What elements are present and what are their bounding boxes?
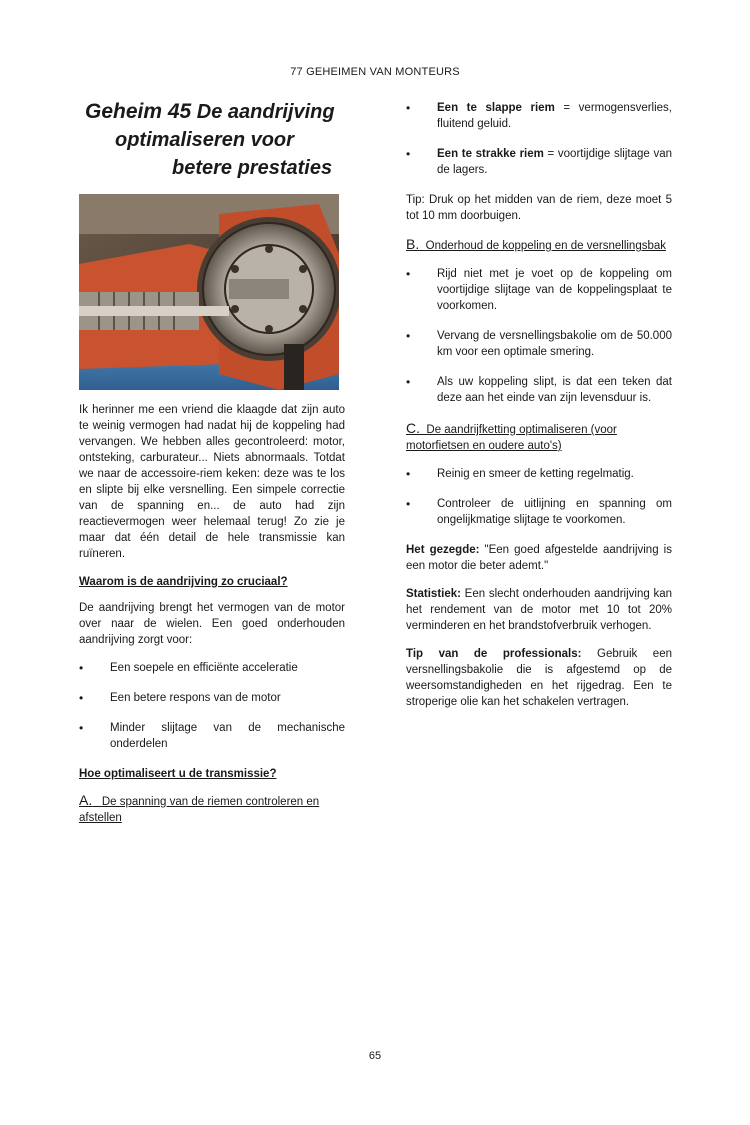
section-c-list: [406, 466, 672, 528]
statistic-paragraph: Statistiek: Een slecht onderhouden aandrijving kan het rendement van de motor met 10 tot 20% verminderen en het brandstofverbruik verhogen.: [406, 588, 672, 632]
list-item: • Minder slijtage van de mechanische onderdelen: [79, 721, 345, 750]
list-item: • Een betere respons van de motor: [79, 691, 281, 705]
list-item: • Reinig en smeer de ketting regelmatig.: [406, 467, 634, 481]
intro-paragraph: Ik herinner me een vriend die klaagde dat zijn auto te weinig vermogen had nadat hij de koppeling had vervangen. We hebben alles gecontroleerd: motor, ontsteking, carburateur... Niets abnormaals. Totdat we naar de accessoire-riem keken: deze was te los en slipte bij elke versnelling. Een simpele correctie van de spanning en... de auto had zijn reactievermogen weer helemaal terug! Zo zie je maar dat één detail de hele transmissie kan ruïneren.: [79, 404, 345, 560]
section-a-heading: A. De spanning van de riemen controleren en afstellen: [79, 792, 320, 824]
list-item: • Als uw koppeling slipt, is dat een teken dat deze aan het einde van zijn levensduur is.: [406, 375, 672, 404]
list-item: • Een soepele en efficiënte acceleratie: [79, 661, 298, 675]
why-heading: Waarom is de aandrijving zo cruciaal?: [79, 576, 288, 588]
belt-list: [406, 100, 672, 178]
belt-tip: Tip: Druk op het midden van de riem, deze moet 5 tot 10 mm doorbuigen.: [406, 194, 672, 222]
section-c-heading: C. De aandrijfketting optimaliseren (voor motorfietsen en oudere auto's): [406, 420, 617, 452]
list-item: • Een te slappe riem = vermogensverlies, fluitend geluid.: [406, 101, 672, 130]
why-list: [79, 660, 345, 752]
list-item: • Een te strakke riem = voortijdige slijtage van de lagers.: [406, 147, 672, 176]
left-column: [79, 98, 345, 838]
section-b-list: [406, 266, 672, 406]
title-line-2: optimaliseren voor: [115, 129, 294, 151]
list-item: • Controleer de uitlijning en spanning om ongelijkmatige slijtage te voorkomen.: [406, 497, 672, 526]
right-column: [406, 100, 672, 722]
list-item: • Vervang de versnellingsbakolie om de 50.000 km voor een optimale smering.: [406, 329, 672, 358]
gearbox-photo: [79, 194, 339, 390]
list-item: • Rijd niet met je voet op de koppeling om voortijdige slijtage van de koppelingsplaat te voorkomen.: [406, 267, 672, 312]
title-line-3: betere prestaties: [172, 157, 333, 179]
chapter-title: [79, 98, 345, 182]
why-text: De aandrijving brengt het vermogen van de motor over naar de wielen. Een goed onderhouden aandrijving zorgt voor:: [79, 602, 345, 646]
title-prefix: Geheim 45: [85, 100, 192, 123]
pro-tip-paragraph: Tip van de professionals: Gebruik een versnellingsbakolie die is afgestemd op de weersomstandigheden en het rijgedrag. Een te stroperige olie kan het schakelen vertragen.: [406, 648, 672, 708]
page-number: 65: [368, 1050, 382, 1062]
running-header: 77 GEHEIMEN VAN MONTEURS: [290, 66, 460, 78]
how-heading: Hoe optimaliseert u de transmissie?: [79, 768, 277, 780]
section-b-heading: B. Onderhoud de koppeling en de versnellingsbak: [406, 236, 667, 252]
saying-paragraph: Het gezegde: "Een goed afgestelde aandrijving is een motor die beter ademt.": [406, 544, 672, 572]
title-line-1: De aandrijving: [196, 101, 335, 123]
